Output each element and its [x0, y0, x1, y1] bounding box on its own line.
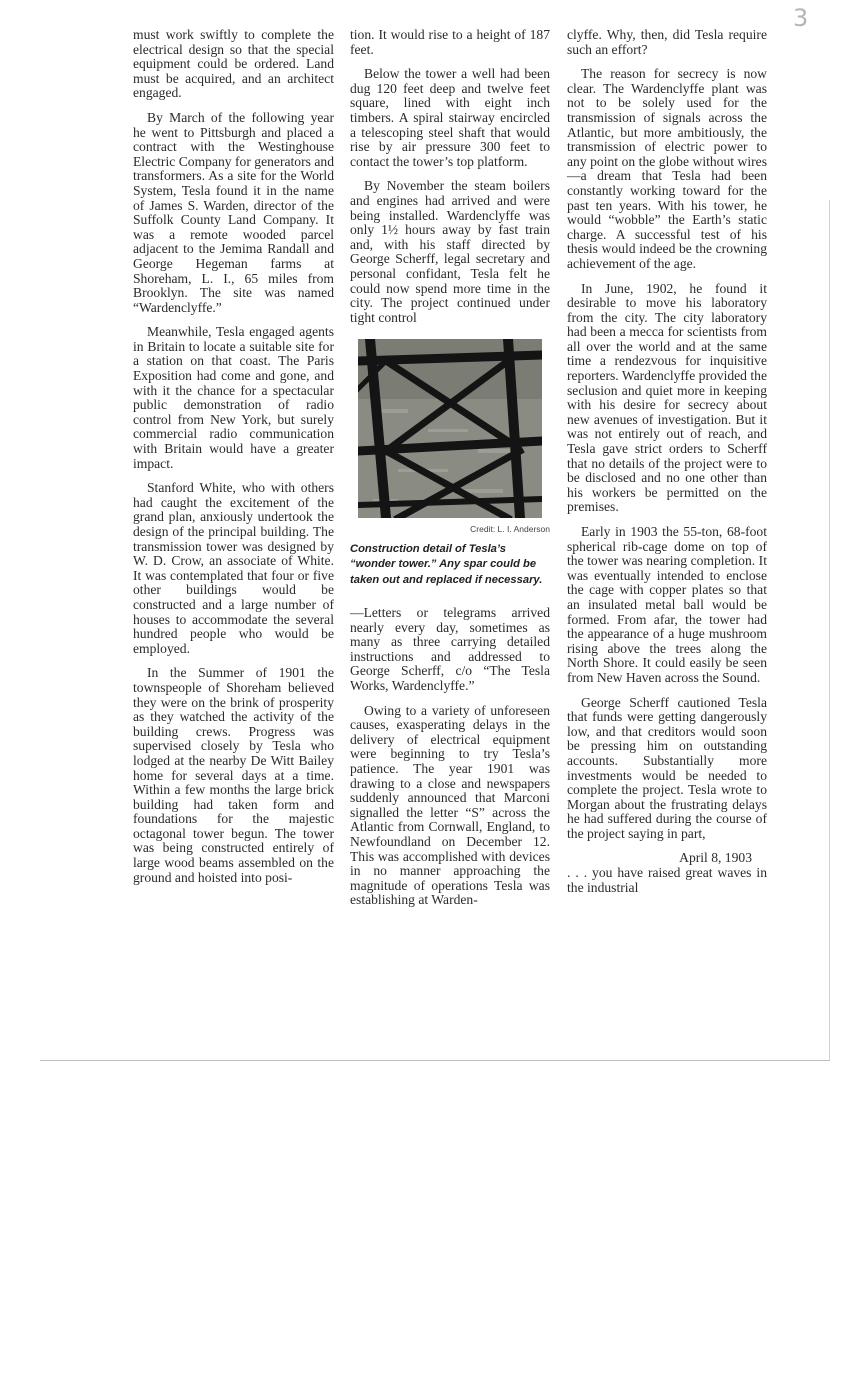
- paragraph: Stanford White, who with others had caught the excitement of the grand plan, anxiously undertook the design of the principal building. The transmission tower was designed by W. D. Crow, an associate of White. It was contemplated that four or five other buildings would be constructed and a large number of houses to accommodate the several hundred people who would be employed.: [133, 480, 334, 656]
- paragraph: In June, 1902, he found it desirable to move his laboratory from the city. The city laboratory had been a mecca for scientists from all over the world and at the same time a rendezvous for inquisitive reporters. Wardenclyffe provided the seclusion and quiet more in keeping with his desire for secrecy about new avenues of investigation. But it was not entirely out of reach, and Tesla gave strict orders to Scherff that no details of the project were to be disclosed and no one other than his workers be permitted on the premises.: [567, 280, 767, 515]
- paragraph: By March of the following year he went to Pittsburgh and placed a contract with the Westinghouse Electric Company for generators and transformers. As a site for the World System, Tesla found it in the name of James S. Warden, director of the Suffolk County Land Company. It was a remote wooded parcel adjacent to the Jemima Randall and George Hegeman farms at Shoreham, L. I., 65 miles from Brooklyn. The site was named “Wardenclyffe.”: [133, 109, 334, 315]
- paragraph: Early in 1903 the 55-ton, 68-foot spherical rib-cage dome on top of the tower was nearing completion. It was eventually intended to enclose the cage with copper plates so that an insulated metal ball would be formed. From afar, the tower had the appearance of a huge mushroom rising above the trees along the North Shore. It could easily be seen from New Haven across the Sound.: [567, 524, 767, 685]
- page-edge-line: [829, 200, 830, 1060]
- paragraph: The reason for secrecy is now clear. The Wardenclyffe plant was not to be solely used for the transmission of signals across the Atlantic, but more ambitiously, the transmission of electric power to any point on the globe without wires—a dream that Tesla had been constantly working toward for the past ten years. With his tower, he would “wobble” the Earth’s static charge. A successful test of his thesis would indeed be the crowning achievement of the age.: [567, 66, 767, 271]
- article-column-3: [567, 28, 767, 905]
- letter-date: April 8, 1903: [679, 850, 752, 866]
- paragraph: By November the steam boilers and engines had arrived and were being installed. Wardenclyffe was only 1½ hours away by fast train and, with his staff directed by George Scherff, legal secretary and personal confidant, Tesla felt he could now spend more time in the city. The project continued under tight control: [350, 178, 550, 325]
- page-number: 3: [793, 4, 809, 32]
- article-column-1: [133, 28, 334, 895]
- tower-construction-photo: [358, 339, 542, 518]
- paragraph: clyffe. Why, then, did Tesla require such an effort?: [567, 27, 767, 57]
- article-column-2: [350, 28, 550, 918]
- paragraph: must work swiftly to complete the electrical design so that the special equipment could be ordered. Land must be acquired, and an architect engaged.: [133, 27, 334, 101]
- paragraph: —Letters or telegrams arrived nearly every day, sometimes as many as three carrying detailed instructions and addressed to George Scherff, c/o “The Tesla Works, Wardenclyffe.”: [350, 605, 550, 694]
- paragraph: Below the tower a well had been dug 120 feet deep and twelve feet square, lined with eight inch timbers. A spiral stairway encircled a telescoping steel shaft that would rise by air pressure 300 feet to contact the tower’s top platform.: [350, 66, 550, 169]
- paragraph: Owing to a variety of unforeseen causes, exasperating delays in the delivery of electrical equipment were beginning to try Tesla’s patience. The year 1901 was drawing to a close and newspapers suddenly announced that Marconi signalled the letter “S” across the Atlantic from Cornwall, England, to Newfoundland on December 12. This was accomplished with devices in no manner approaching the magnitude of operations Tesla was establishing at Warden-: [350, 702, 550, 908]
- paragraph: Meanwhile, Tesla engaged agents in Britain to locate a suitable site for a station on that coast. The Paris Exposition had come and gone, and with it the chance for a spectacular public demonstration of radio control from New York, but surely commercial radio communication with Britain would have a greater impact.: [133, 324, 334, 471]
- paragraph: George Scherff cautioned Tesla that funds were getting dangerously low, and that creditors would soon be pressing him on outstanding accounts. Substantially more investments would be needed to complete the project. Tesla wrote to Morgan about the frustrating delays he had suffered during the course of the project saying in part,: [567, 694, 767, 841]
- tower-photo-illustration: [358, 339, 542, 518]
- paragraph: tion. It would rise to a height of 187 feet.: [350, 27, 550, 57]
- paragraph: In the Summer of 1901 the townspeople of Shoreham believed they were on the brink of prosperity as they watched the activity of the building crews. Progress was supervised closely by Tesla who lodged at the nearby De Witt Bailey home for several days at a time. Within a few months the large brick building had taken form and foundations for the majestic octagonal tower begun. The tower was being constructed entirely of large wood beams assembled on the ground and hoisted into posi-: [133, 665, 334, 885]
- photo-caption: Construction detail of Tesla’s “wonder tower.” Any spar could be taken out and replaced if necessary.: [350, 542, 543, 586]
- photo-credit: Credit: L. I. Anderson: [470, 524, 550, 535]
- letter-quote: . . . you have raised great waves in the industrial: [567, 865, 767, 895]
- page-bottom-edge: [40, 1060, 830, 1061]
